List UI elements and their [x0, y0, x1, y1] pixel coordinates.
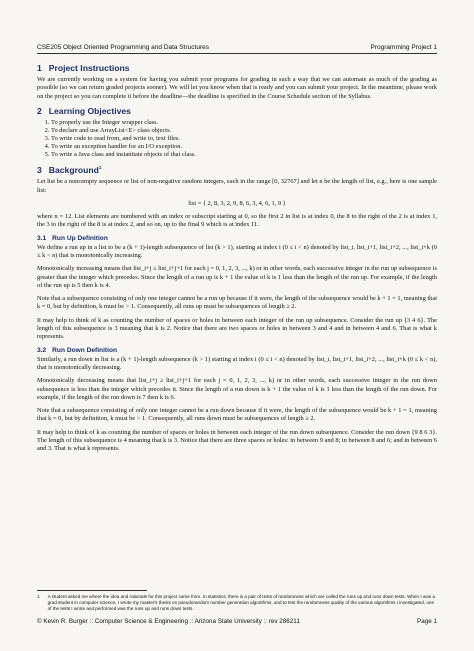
page-number: Page 1	[417, 618, 437, 625]
sample-list: list = { 2, 8, 3, 2, 9, 8, 6, 3, 4, 6, 1, 9 }	[188, 199, 286, 207]
run-down-paragraph-4: It may help to think of k as counting the number of spaces or holes in between each integer of the run down subsequence. Consider the run down {9 8 6 3}. The length of this subsequence is 4 meaning that k is 3. Notice that there are three spaces or holes: in between 9 and 8; in between 8 and 6; and in between 6 and 3. That is what k represents.	[37, 428, 438, 453]
run-up-paragraph-3: Note that a subsequence consisting of only one integer cannot be a run up because if it were, the length of the subsequence would be k + 1 = 1, meaning that k = 0, but by definition, k must be > 1. Consequently, all runs up must be subsequences of length ≥ 2.	[37, 295, 437, 311]
section-2-heading: 2 Learning Objectives	[37, 105, 131, 116]
section-1-paragraph: We are currently working on a system for having you submit your programs for grading in such a way that we can automate as much of the grading as possible (so we can return graded projects sooner). We will let you know when that is ready and you can submit your project. In the meantime, please work on the project so you can complete it before the deadline—the deadline is specified in the Course Schedule section of the Syllabus.	[37, 76, 437, 100]
running-header	[37, 44, 437, 51]
footnote-text: A student asked me where the idea and rationale for this project came from. In statistics, there is a pair of tests of randomness which are called the runs up and runs down tests. When I was a grad student in computer science, I wrote my master's thesis on pseudorandom number generation algorithms, and to test the randomness quality of the various algorithms I investigated, one of the tests I wrote and performed was the runs up and runs down tests.	[47, 594, 435, 611]
footnote-number: 1	[37, 594, 40, 599]
main-content	[37, 60, 437, 459]
footnote-rule	[37, 590, 147, 591]
objective-item: 2. To declare and use ArrayList<E> class objects.	[51, 127, 437, 135]
header-rule	[37, 53, 437, 54]
footnote-marker: 1	[98, 165, 102, 171]
objective-item: 5. To write a Java class and instantiate objects of that class.	[51, 151, 437, 159]
section-1-heading: 1 Project Instructions	[37, 63, 130, 73]
objective-item: 1. To properly use the Integer wrapper class.	[51, 119, 437, 127]
run-down-paragraph-1: Similarly, a run down in list is a (k + 1)-length subsequence (k > 1) starting at index i (0 ≤ i < n) denoted by list_i, list_i+1, list_i+2, ..., list_i+k (0 ≤ k < n), that is monotonically decreasing.	[37, 355, 437, 371]
objective-item: 4. To write an exception handler for an I/O exception.	[51, 143, 437, 151]
run-up-paragraph-2: Monotonically increasing means that list_i+j ≤ list_i+j+1 for each j = 0, 1, 2, 3, ..., k) or in other words, each successive integer in the run up subsequence is greater than the integer which precedes. Since the length of a run up is k + 1 the value of k is 1 less than the length of the run up. For example, if the length of the run up is 5 then k is 4.	[37, 265, 437, 289]
section-3-heading: 3 Background$^1$	[37, 165, 102, 176]
run-up-paragraph-1: We define a run up in a list to be a (k + 1)-length subsequence of list (k > 1), starting at index i (0 ≤ i < n) denoted by list_i, list_i+1, list_i+2, ..., list_i+k (0 ≤ k < n) that is monotonically increasing.	[37, 243, 437, 259]
subsection-3-1-heading: 3.1 Run Up Definition	[37, 234, 108, 242]
objective-item: 3. To write code to read from, and write to, text files.	[51, 135, 437, 143]
footnote	[37, 594, 437, 611]
run-up-paragraph-4: It may help to think of k as counting the number of spaces or holes in between each integer of the run up subsequence. Consider the run up {3 4 6}. The length of this subsequence is 3 meaning that k is 2. Notice that there are two spaces or holes in between 3 and 4 and in between 4 and 6. That is what k represents.	[37, 316, 437, 341]
section-3-paragraph-2: where n = 12. List elements are numbered with an index or subscript starting at 0, so the first 2 in list is at index 0, the 8 to the right of the 2 is at index 1, the 3 to the right of the 8 is at index 2, and so on, up to the final 9 which is at index 11.	[37, 213, 437, 229]
subsection-3-2-heading: 3.2 Run Down Definition	[37, 346, 117, 354]
page-footer	[37, 618, 437, 625]
header-project: Programming Project 1	[370, 44, 437, 51]
run-down-paragraph-3: Note that a subsequence consisting of only one integer cannot be a run down because if it were, the length of the subsequence would be k + 1 = 1, meaning that k = 0, but by definition, k must be > 1. Consequently, all runs down must be subsequences of length ≥ 2.	[37, 407, 437, 423]
objectives-list	[37, 119, 437, 159]
run-down-paragraph-2: Monotonically decreasing means that list_i+j ≥ list_i+j+1 for each j = 0, 1, 2, 3, ..., k) or in other words, each successive integer in the run down subsequence is less than the integer which precedes it. Since the length of a run down is k + 1 the value of k is 1 less than the length of the run down. For example, if the length of the run down is 7 then k is 6.	[37, 377, 437, 401]
section-3-paragraph-1: Let list be a noncempty sequence or list of non-negative random integers, each in the range [0, 32767] and let n be the length of list, e.g., here is one sample list:	[37, 178, 437, 194]
footer-copyright: © Kevin R. Burger :: Computer Science & Engineering :: Arizona State University :: rev 286211	[37, 618, 300, 625]
header-course: CSE205 Object Oriented Programming and Data Structures	[37, 44, 209, 51]
